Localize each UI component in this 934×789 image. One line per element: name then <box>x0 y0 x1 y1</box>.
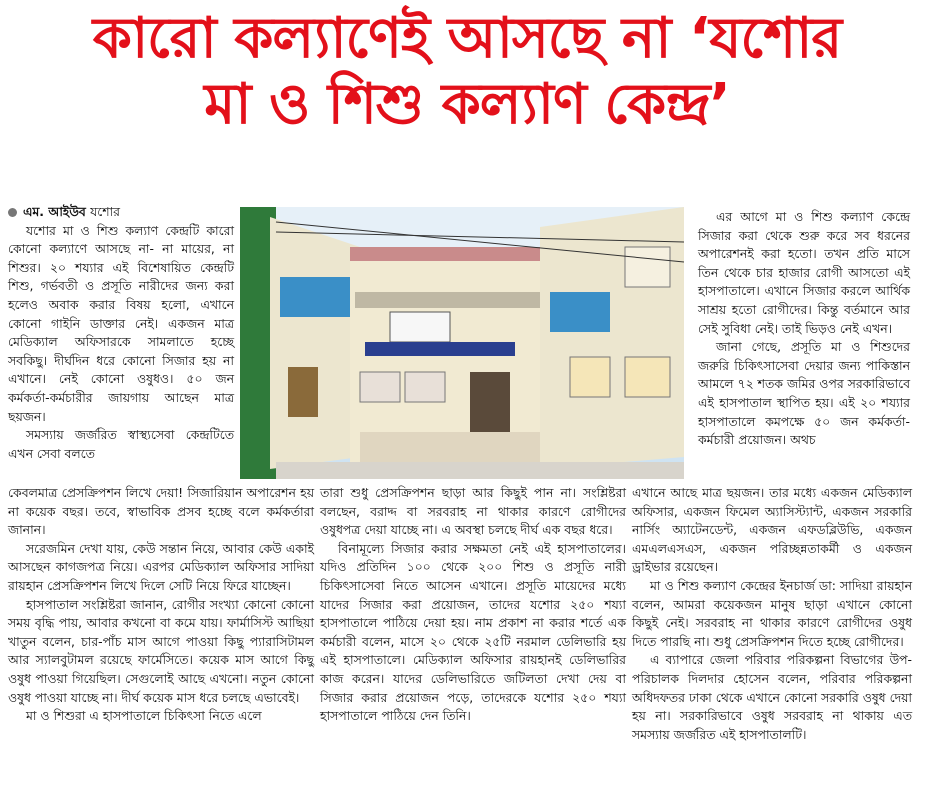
headline-line-1: কারো কল্যাণেই আসছে না ‘যশোর <box>92 6 842 71</box>
paragraph: বিনামূল্যে সিজার করার সক্ষমতা নেই এই হাসপাতালের। যদিও প্রতিদিন ১০০ থেকে ২০০ শিশু ও প্রসূতি নারী চিকিৎসাসেবা নিতে আসেন এখানে। প্রসূতি মায়েদের মধ্যে যাদের সিজার করা প্রয়োজন, তাদের যশোর ২৫০ শয্যা হাসপাতালে পাঠিয়ে দেয়া হয়। নাম প্রকাশ না করার শর্তে এক কর্মচারী বলেন, মাসে ২০ থেকে ২৫টি নরমাল ডেলিভারি হয় এই হাসপাতালে। মেডিক্যাল অফিসার রায়হানই ডেলিভারির কাজ করেন। যাদের ডেলিভারিতে জটিলতা দেখা দেয় বা সিজার করার প্রয়োজন পড়ে, তাদেরকে যশোর ২৫০ শয্যা হাসপাতালে পাঠিয়ে দেন তিনি। <box>320 540 626 724</box>
paragraph: সরেজমিন দেখা যায়, কেউ সন্তান নিয়ে, আবার কেউ একাই আসছেন কাগজপত্র নিয়ে। এরপর মেডিক্যাল অফিসার সাদিয়া রায়হান প্রেসক্রিপশন লিখে দিলে সেটি নিয়ে ফিরে যাচ্ছেন। <box>8 540 314 593</box>
bullet-icon <box>8 208 17 217</box>
column-left-bottom <box>8 484 314 726</box>
paragraph: তারা শুধু প্রেসক্রিপশন ছাড়া আর কিছুই পান না। সংশ্লিষ্টরা বলছেন, বরাদ্দ বা সরবরাহ না থাকার কারণে রোগীদের ওষুধপত্র দেয়া যাচ্ছে না। এ অবস্থা চলছে দীর্ঘ এক বছর ধরে। <box>320 485 626 538</box>
paragraph: এর আগে মা ও শিশু কল্যাণ কেন্দ্রে সিজার করা থেকে শুরু করে সব ধরনের অপারেশনই করা হতো। তখন প্রতি মাসে তিন থেকে চার হাজার রোগী আসতো এই হাসপাতালে। এখানে সিজার করলে আর্থিক সাশ্রয় হতো রোগীদের। কিন্তু বর্তমানে আর সেই সুবিধা নেই। তাই ভিড়ও নেই এখন। <box>698 209 910 336</box>
paragraph: সমস্যায় জর্জরিত স্বাস্থ্যসেবা কেন্দ্রটিতে এখন সেবা বলতে <box>8 427 234 461</box>
headline <box>0 6 934 138</box>
paragraph: এখানে আছে মাত্র ছয়জন। তার মধ্যে একজন মেডিক্যাল অফিসার, একজন ফিমেল অ্যাসিস্ট্যান্ট, একজন সরকারি নার্সিং অ্যাটেনডেন্ট, একজন এফডব্লিউভি, একজন এমএলএসএস, একজন পরিচ্ছন্নতাকর্মী ও একজন ড্রাইভার রয়েছেন। <box>632 485 912 575</box>
column-middle <box>320 484 626 726</box>
headline-line-2: মা ও শিশু কল্যাণ কেন্দ্র’ <box>204 72 730 137</box>
paragraph: মা ও শিশু কল্যাণ কেন্দ্রের ইনচার্জ ডা: সাদিয়া রায়হান বলেন, আমরা কয়েকজন মানুষ ছাড়া এখানে কোনো কিছুই নেই। সরবরাহ না থাকার কারণে রোগীদের ওষুধ দিতে পারছি না। শুধু প্রেসক্রিপশন দিতে হচ্ছে রোগীদের। <box>632 577 912 649</box>
paragraph: জানা গেছে, প্রসূতি মা ও শিশুদের জরুরি চিকিৎসাসেবা দেয়ার জন্য পাকিস্তান আমলে ৭২ শতক জমির ওপর সরকারিভাবে এই হাসপাতাল স্থাপিত হয়। এই ২০ শয্যার হাসপাতালে কমপক্ষে ৫০ জন কর্মকর্তা-কর্মচারী প্রয়োজন। অথচ <box>698 339 910 448</box>
hospital-photo <box>240 207 684 479</box>
paragraph: যশোর মা ও শিশু কল্যাণ কেন্দ্রটি কারো কোনো কল্যাণে আসছে না- না মায়ের, না শিশুর। ২০ শয্যার এই বিশেষায়িত কেন্দ্রটি শিশু, গর্ভবতী ও প্রসূতি নারীদের জন্য করা হলেও অবাক করার বিষয় হলো, এখানে কোনো গাইনি ডাক্তার নেই। একজন মাত্র মেডিক্যাল অফিসারকে সামলাতে হচ্ছে সবকিছু। দীর্ঘদিন ধরে কোনো সিজার হয় না এখানে। নেই কোনো ওষুধও। ৫০ জন কর্মকর্তা-কর্মচারীর জায়গায় আছেন মাত্র ছয়জন। <box>8 222 234 424</box>
byline-author: এম. আইউব <box>23 204 86 219</box>
paragraph: এ ব্যাপারে জেলা পরিবার পরিকল্পনা বিভাগের উপ-পরিচালক দিলদার হোসেন বলেন, পরিবার পরিকল্পনা অধিদফতর ঢাকা থেকে এখানে কোনো সরকারি ওষুধ দেয়া হয় না। সরকারিভাবে ওষুধ সরবরাহ না থাকায় এত সমস্যায় জর্জরিত এই হাসপাতালটি। <box>632 652 912 742</box>
column-right-bottom <box>632 484 912 744</box>
column-left-top <box>8 203 234 463</box>
hospital-building-icon <box>240 207 684 479</box>
byline-location: যশোর <box>90 204 120 219</box>
paragraph: মা ও শিশুরা এ হাসপাতালে চিকিৎসা নিতে এলে <box>26 708 262 724</box>
paragraph: হাসপাতাল সংশ্লিষ্টরা জানান, রোগীর সংখ্যা কোনো কোনো সময় বৃদ্ধি পায়, আবার কখনো বা কমে যায়। ফার্মাসিস্ট আছিয়া খাতুন বলেন, চার-পাঁচ মাস আগে পাওয়া কিছু প্যারাসিটামল আর স্যালবুটামল রয়েছে ফার্মেসিতে। কয়েক মাস আগে কিছু ওষুধ পাওয়া গিয়েছিল। সেগুলোই আছে এখনো। নতুন কোনো ওষুধ পাওয়া যাচ্ছে না। দীর্ঘ কয়েক মাস ধরে চলছে এভাবেই। <box>8 596 314 705</box>
byline <box>8 203 234 222</box>
column-right-top <box>698 208 910 450</box>
paragraph: কেবলমাত্র প্রেসক্রিপশন লিখে দেয়া! সিজারিয়ান অপারেশন হয় না কয়েক বছর। তবে, স্বাভাবিক প্রসব হচ্ছে বলে কর্মকর্তারা জানান। <box>8 485 314 538</box>
